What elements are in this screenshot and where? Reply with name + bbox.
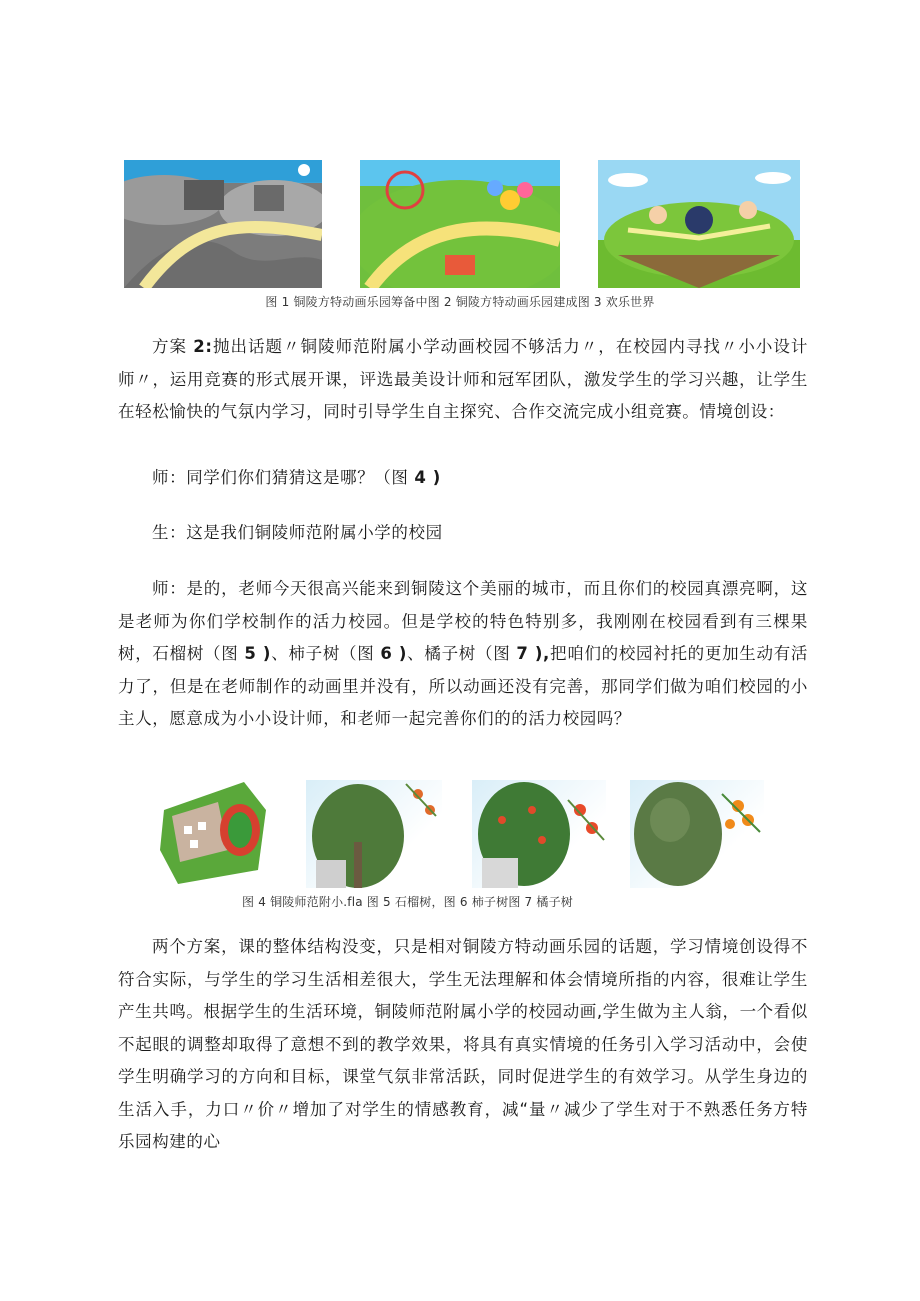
figure-ref-7: 7 ), — [516, 644, 550, 663]
plan-label: 方案 — [152, 337, 194, 356]
top-figures-caption: 图 1 铜陵方特动画乐园筹备中图 2 铜陵方特动画乐园建成图 3 欢乐世界 — [265, 295, 655, 309]
campus-map-image — [158, 780, 270, 886]
student-answer: 生：这是我们铜陵师范附属小学的校园 — [152, 523, 443, 542]
plan-number: 2: — [193, 337, 213, 356]
summary-paragraph: 两个方案，课的整体结构没变，只是相对铜陵方特动画乐园的话题，学习情境创设得不符合实际，与学生的学习生活相差很大，学生无法理解和体会情境所指的内容，很难让学生产生共鸣。根据学生的生活环境，铜陵师范附属小学的校园动画,学生做为主人翁，一个看似不起眼的调整却取得了意想不到的教学效果，将具有真实情境的任务引入学习活动中，会使学生明确学习的方向和目标，课堂气氛非常活跃，同时促进学生的有效学习。从学生身边的生活入手，力口〃价〃增加了对学生的情感教育，减“量〃减少了学生对于不熟悉任务方特乐园构建的心 — [118, 937, 808, 1151]
teacher-speech-part-1: 师：是的，老师今天很高兴能来到铜陵这个美丽的城市，而且你们的校园真漂亮啊，这是老师为你们学校制作的活力校园。但是学校的特色特别多，我刚刚在校园看到有三棵果树，石榴树（图 — [118, 579, 808, 663]
teacher-speech — [118, 573, 808, 736]
figure-6-persimmon-tree — [472, 780, 606, 888]
figure-5-pomegranate-tree — [306, 780, 442, 888]
figure-7-tangerine-tree — [630, 780, 764, 888]
plan-text: 抛出话题〃铜陵师范附属小学动画校园不够活力〃，在校园内寻找〃小小设计师〃，运用竞赛的形式展开课，评选最美设计师和冠军团队，激发学生的学习兴趣，让学生在轻松愉快的气氛内学习，同时引导学生自主探究、合作交流完成小组竞赛。情境创设： — [118, 337, 809, 421]
teacher-speech-part-4: 把咱们的校园衬托的更加生动有活力了，但是在老师制作的动画里并没有，所以动画还没有完善，那同学们做为咱们校园的小主人，愿意成为小小设计师，和老师一起完善你们的的活力校园吗？ — [118, 644, 809, 728]
teacher-question — [152, 466, 441, 490]
figure-ref-6: 6 ) — [380, 644, 408, 663]
tangerine-tree-image — [630, 780, 764, 888]
figure-3-happy-world — [598, 160, 800, 288]
paragraph-plan-2 — [118, 331, 808, 429]
grey-park-map-image — [124, 160, 322, 288]
teacher-question-text: 师：同学们你们猜猜这是哪？（图 — [152, 468, 415, 487]
teacher-speech-part-2: 、柿子树（图 — [271, 644, 381, 663]
figure-1-park-in-preparation — [124, 160, 322, 288]
figure-ref-4: 4 ) — [414, 468, 441, 487]
pomegranate-tree-image — [306, 780, 442, 888]
bottom-figures-caption: 图 4 铜陵师范附小.fla 图 5 石榴树，图 6 柿子树图 7 橘子树 — [242, 895, 573, 909]
colorful-park-map-image — [360, 160, 560, 288]
floating-island-image — [598, 160, 800, 288]
figure-2-park-completed — [360, 160, 560, 288]
figure-4-campus-animation — [158, 780, 270, 886]
figure-ref-5: 5 ) — [244, 644, 272, 663]
persimmon-tree-image — [472, 780, 606, 888]
teacher-speech-part-3: 、橘子树（图 — [407, 644, 517, 663]
